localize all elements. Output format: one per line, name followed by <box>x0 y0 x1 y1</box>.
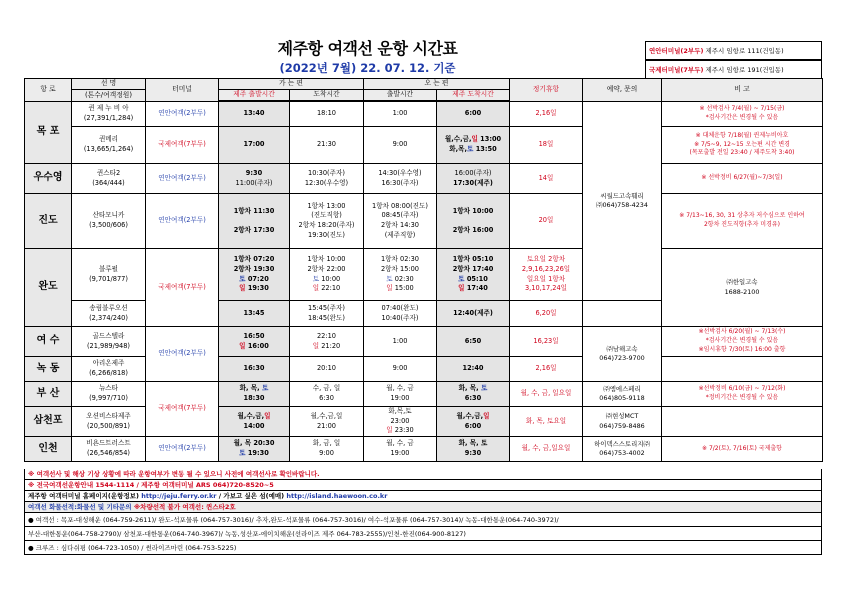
time: (제주직항) <box>384 230 416 239</box>
note-line: (목포출발 전일 23:40 / 제주도착 3:40) <box>689 149 795 157</box>
time: 16:00(주자) <box>454 168 492 177</box>
ship-label: 퀸스타2 <box>96 168 121 177</box>
time: 9:30 <box>245 168 263 177</box>
booking-contact <box>583 407 662 437</box>
header-row <box>25 79 823 90</box>
time: 월, 목 20:30 <box>233 439 275 448</box>
time: 1항차 02:30 <box>380 255 420 264</box>
port-name: 여 수 <box>25 327 72 357</box>
col-terminal: 터미널 <box>146 79 219 102</box>
footer-phone: ※ 전국여객선운항안내 1544-1114 / 제주항 여객터미널 ARS 064)720-8520~5 <box>24 480 822 491</box>
port-name: 진도 <box>25 194 72 249</box>
dep-time: 9:00 <box>364 127 437 164</box>
booking-tel: ㈜064)758-4234 <box>596 201 648 209</box>
time: 12:30(우수영) <box>304 178 349 187</box>
col-inbound-arr: 제주 도착시간 <box>437 90 510 101</box>
legend-text: 제주시 임항로 111(건입동) <box>703 47 784 55</box>
ship-name <box>72 102 146 127</box>
ship-name <box>72 327 146 357</box>
port-name: 부 산 <box>25 382 72 407</box>
time: 19:30(진도) <box>308 230 345 239</box>
note <box>662 382 823 407</box>
arr-time <box>290 164 364 194</box>
terminal: 국제여객(7부두) <box>146 249 219 327</box>
arr-time <box>437 194 510 249</box>
arr-time <box>290 407 364 437</box>
days-saturday: 토 <box>480 384 488 393</box>
dep-time <box>364 382 437 407</box>
days: 월, 수, 금 <box>386 439 414 448</box>
table-row <box>25 102 823 127</box>
time: 21:00 <box>316 421 336 430</box>
closed-days: 16,23일 <box>510 327 583 357</box>
booking-tel: 064)723-9700 <box>599 354 645 362</box>
time: 2항차 16:00 <box>452 225 494 234</box>
days: 월,수,금, <box>456 411 484 420</box>
arr-time: 12:40 <box>437 357 510 382</box>
arr-time: 21:30 <box>290 127 364 164</box>
ship-name <box>72 382 146 407</box>
ship-name <box>72 194 146 249</box>
arr-time: 12:40(제주) <box>437 301 510 327</box>
days: 수, 금, 일 <box>312 384 341 393</box>
arr-time <box>437 382 510 407</box>
note-line: ※ 7/5~9, 12~15 오는편 시간 변경 <box>694 140 790 148</box>
days-sunday: 일 <box>471 135 478 144</box>
page-subtitle: (2022년 7월) 22. 07. 12. 기준 <box>279 61 456 75</box>
time: 2항차 18:20(주자) <box>298 221 355 229</box>
time: 1항차 05:10 <box>452 255 494 264</box>
closed-days: 14일 <box>510 164 583 194</box>
arr-time <box>290 249 364 301</box>
ship-capacity: (364/444) <box>92 178 125 187</box>
arr-time <box>290 437 364 462</box>
note-line: ※선박검사 6/20(월) ~ 7/13(수) <box>698 328 786 336</box>
booking-contact <box>662 249 823 327</box>
island-site-link[interactable]: http://island.haewoon.co.kr <box>286 492 388 500</box>
time: 1항차 08:00(진도) <box>372 201 428 210</box>
note-line: 2항차 진도직항(추자 미경유) <box>703 221 781 228</box>
ship-capacity: (21,989/948) <box>86 341 131 350</box>
note: ※ 7/2(토), 7/16(토) 국제출항 <box>662 437 823 462</box>
dep-time <box>219 327 290 357</box>
time: 2항차 17:30 <box>233 225 275 234</box>
closed-days: 월, 수, 금,일요일 <box>510 437 583 462</box>
booking-name: ㈜남해고속 <box>606 344 638 353</box>
note-line: *검사기간은 변경될 수 있음 <box>705 114 779 121</box>
ship-capacity: (27,391/1,284) <box>83 114 134 122</box>
days-saturday: 토 <box>261 384 269 393</box>
footer-agents-2: 부산-대한통운(064-758-2790)/ 삼천포-대한통운(064-740-3967)/ 녹동,성산포-에이치해운(선라이즈 제주 064-783-2555)/인천-한진(064-900-8127) <box>24 527 822 541</box>
dep-time <box>364 164 437 194</box>
note-line: *검사기간은 변경될 수 있음 <box>705 337 779 345</box>
col-outbound-arr: 도착시간 <box>290 90 364 101</box>
days: 화, 목, <box>239 384 262 393</box>
days-saturday: 토 <box>467 145 474 153</box>
ship-name <box>72 249 146 301</box>
closed-days: 6,20일 <box>510 301 583 327</box>
ship-name <box>72 407 146 437</box>
dep-time <box>219 249 290 301</box>
dep-time <box>219 164 290 194</box>
time: 21:20 <box>319 341 341 350</box>
arr-time <box>437 127 510 164</box>
arr-time: 6:00 <box>437 102 510 127</box>
time: 6:00 <box>464 421 482 430</box>
days-sunday: 일 <box>312 284 320 293</box>
note-line: ※선박정비 6/10(금) ~ 7/12(화) <box>698 385 786 393</box>
days-sunday: 일 <box>264 411 271 420</box>
terminal: 연안여객(2부두) <box>146 194 219 249</box>
booking-contact <box>583 327 662 382</box>
ship-label: 퀸 제 누 비 아 <box>88 104 129 113</box>
time: 16:00 <box>245 341 269 350</box>
ship-capacity: (2,374/240) <box>89 313 128 322</box>
days-saturday: 토 <box>458 274 465 283</box>
note-line: ※ 대체운항 7/18(월) 퀸제누비아호 <box>695 131 789 139</box>
footer-text: 제주항 여객터미널 홈페이지(운항정보) <box>28 492 142 500</box>
booking-name: ㈜한일고속 <box>726 278 758 287</box>
dep-time <box>364 407 437 437</box>
dep-time <box>219 194 290 249</box>
time: 18:30 <box>243 394 265 402</box>
booking-contact <box>583 437 662 462</box>
dep-time <box>364 301 437 327</box>
days-sunday: 일 <box>239 341 246 350</box>
note-line: ※ 선박검사 7/4(월) ~ 7/15(금) <box>699 105 785 113</box>
days-sunday: 일 <box>386 284 393 293</box>
time: 2항차 19:30 <box>233 264 275 273</box>
ship-capacity: (3,500/606) <box>89 221 128 229</box>
days-sunday: 일 <box>483 411 490 420</box>
dep-time: 17:00 <box>219 127 290 164</box>
terminal: 연안여객(2부두) <box>146 437 219 462</box>
ship-capacity: (6,266/818) <box>89 369 128 377</box>
days: 월,수,금,일 <box>310 411 343 420</box>
ship-name <box>72 437 146 462</box>
closed-days: 18일 <box>510 127 583 164</box>
port-name: 녹 동 <box>25 357 72 382</box>
time: 9:30 <box>464 449 482 457</box>
time: 07:20 <box>245 274 269 283</box>
ship-capacity: (20,500/891) <box>86 421 131 430</box>
days: 월,수,금, <box>444 135 472 144</box>
dep-time <box>219 407 290 437</box>
arr-time <box>437 249 510 301</box>
days: 월, 수, 금 <box>386 384 414 393</box>
note <box>662 327 823 357</box>
note-line: *정비기간은 변경될 수 있음 <box>705 394 779 401</box>
booking-tel: 064)753-4002 <box>599 449 645 457</box>
footer-cruise: ● 크루즈 : 심다쉬핑 (064-723-1050) / 썬라이즈마린 (064-753-5225) <box>24 541 822 555</box>
time: 02:30 <box>392 274 414 283</box>
ship-label: 송림블루오션 <box>89 303 128 312</box>
closed-line: 토요일 2항차 <box>526 255 566 264</box>
time: 19:30 <box>245 449 269 457</box>
time: 1항차 10:00 <box>307 255 346 264</box>
arr-time <box>437 164 510 194</box>
note <box>662 194 823 249</box>
ship-capacity: (9,997/710) <box>89 394 128 402</box>
arr-time <box>437 437 510 462</box>
time: 14:30(우수영) <box>378 168 422 177</box>
arr-time <box>290 301 364 327</box>
note <box>662 407 823 437</box>
booking-name: ㈜엠에스페리 <box>603 384 641 393</box>
days-sunday: 일 <box>239 284 246 293</box>
footer-warning: ※ 여객선사 및 해상 기상 상황에 따라 운항여부가 변동 될 수 있으니 사전에 여객선사로 확인바랍니다. <box>24 469 822 480</box>
col-outbound: 가 는 편 <box>219 79 364 90</box>
table-row <box>25 249 823 301</box>
ship-label: 블루펄 <box>98 264 119 273</box>
note <box>662 127 823 164</box>
terminal: 연안여객(2부두) <box>146 164 219 194</box>
dep-time: 9:00 <box>364 357 437 382</box>
booking-tel: 064)805-9118 <box>599 394 645 402</box>
arr-time <box>290 327 364 357</box>
days-sunday: 일 <box>458 284 465 293</box>
legend-key: 국제터미널(7부두) <box>649 66 704 74</box>
time: 19:00 <box>390 394 410 402</box>
col-note: 비 고 <box>662 79 823 102</box>
days-sunday: 일 <box>386 426 393 435</box>
closed-line: 3,10,17,24일 <box>524 284 568 293</box>
booking-name: ㈜현성MCT <box>605 412 639 421</box>
time: 19:00 <box>390 449 410 457</box>
terminal: 국제여객(7부두) <box>146 382 219 437</box>
ship-capacity: (13,665/1,264) <box>83 145 134 153</box>
terminal: 연안여객(2부두) <box>146 327 219 382</box>
closed-days: 월, 수, 금, 일요일 <box>510 382 583 407</box>
time: 6:30 <box>319 394 334 402</box>
col-closed: 정기휴항 <box>510 79 583 102</box>
col-outbound-dep: 제주 출발시간 <box>219 90 290 101</box>
days: 화,목,토 <box>388 407 412 416</box>
time: 10:00 <box>319 274 341 283</box>
ship-name <box>72 357 146 382</box>
time: 16:30(주자) <box>381 178 419 187</box>
footer-web <box>24 491 822 502</box>
time: 18:45(완도) <box>308 313 345 322</box>
legend-key: 연안터미널(2부두) <box>649 47 704 55</box>
dep-time <box>364 194 437 249</box>
note <box>583 301 662 327</box>
booking-name: 하이덱스스토리지㈜ <box>594 439 650 448</box>
note <box>662 357 823 382</box>
arr-time: 6:50 <box>437 327 510 357</box>
closed-days: 2,16일 <box>510 102 583 127</box>
time: 10:40(주자) <box>381 313 419 322</box>
col-booking: 예약, 문의 <box>583 79 662 102</box>
arr-time <box>290 194 364 249</box>
port-name: 목 포 <box>25 102 72 164</box>
time: 08:45(주자) <box>381 211 419 220</box>
schedule-table <box>24 78 823 462</box>
time: 23:00 <box>390 416 410 425</box>
legend-text: 제주시 임항로 191(건입동) <box>703 66 784 74</box>
col-inbound-dep: 출발시간 <box>364 90 437 101</box>
closed-days: 2,16일 <box>510 357 583 382</box>
time: 07:40(완도) <box>381 303 419 312</box>
time: 19:30 <box>245 284 269 293</box>
table-row <box>25 357 823 382</box>
footer-text: 여객선 화물선적:화물선 및 기타문의 <box>28 503 134 511</box>
dep-time: 1:00 <box>364 102 437 127</box>
footer-cargo <box>24 502 822 513</box>
days: 월,수,금, <box>237 411 265 420</box>
time: 14:00 <box>243 421 265 430</box>
footer-text: ※차량선적 불가 여객선: 퀸스타2호 <box>133 503 236 511</box>
dep-time <box>364 249 437 301</box>
time: 22:10 <box>316 331 336 340</box>
note <box>662 102 823 127</box>
time: 13:00 <box>477 135 502 144</box>
ship-name <box>72 164 146 194</box>
time: 2항차 17:40 <box>452 264 494 273</box>
port-name: 삼천포 <box>25 407 72 437</box>
time: 2항차 15:00 <box>380 264 420 273</box>
time: 10:30(주자) <box>308 168 345 177</box>
days: 화, 목, 토 <box>458 439 488 448</box>
days-saturday: 토 <box>312 274 320 283</box>
dep-time: 13:45 <box>219 301 290 327</box>
table-row <box>25 127 823 164</box>
ferry-site-link[interactable]: http://jeju.ferry.or.kr <box>141 492 217 500</box>
time: 13:50 <box>473 145 497 153</box>
time: 22:10 <box>319 284 341 293</box>
closed-days: 20일 <box>510 194 583 249</box>
time: 1항차 11:30 <box>233 206 275 215</box>
closed-days <box>510 249 583 301</box>
arr-time: 18:10 <box>290 102 364 127</box>
dep-time <box>364 437 437 462</box>
time: 11:00(주자) <box>235 178 273 187</box>
days-saturday: 토 <box>239 274 246 283</box>
booking-name: 씨월드고속훼리 <box>600 191 644 200</box>
ship-label: 산타모니카 <box>92 211 125 220</box>
time: 16:50 <box>243 331 265 340</box>
days-saturday: 토 <box>239 449 246 457</box>
terminal-legend-international <box>645 60 822 79</box>
ship-label: 오션비스타제주 <box>86 411 131 420</box>
closed-days: 화, 목, 토요일 <box>510 407 583 437</box>
ship-label: 뉴스타 <box>98 384 119 393</box>
days: 화, 목, <box>458 384 481 393</box>
dep-time <box>219 382 290 407</box>
table-row <box>25 194 823 249</box>
time: 6:30 <box>464 394 482 402</box>
dep-time: 16:30 <box>219 357 290 382</box>
page-title: 제주항 여객선 운항 시간표 <box>277 39 458 58</box>
time: 05:10 <box>464 274 488 283</box>
col-inbound: 오 는 편 <box>364 79 510 90</box>
booking-tel: 064)759-8486 <box>599 421 645 430</box>
days-saturday: 토 <box>386 274 393 283</box>
days: 화,목, <box>449 145 468 153</box>
terminal: 국제여객(7부두) <box>146 127 219 164</box>
time: (진도직항) <box>311 211 342 220</box>
time: 1항차 10:00 <box>452 206 494 215</box>
note-line: ※임시휴항 7/30(토) 16:00 출항 <box>698 345 786 353</box>
closed-line: 일요일 1항차 <box>526 274 566 283</box>
terminal: 연안여객(2부두) <box>146 102 219 127</box>
booking-tel: 1688-2100 <box>724 287 760 296</box>
arr-time <box>437 407 510 437</box>
col-route-sub: (톤수/여객정원) <box>72 90 146 102</box>
note: ※ 선박정비 6/27(월)~7/3(일) <box>662 164 823 194</box>
dep-time <box>219 437 290 462</box>
table-row <box>25 382 823 407</box>
booking-contact <box>583 382 662 407</box>
footer-text: / 가보고 싶은 섬(예매) <box>216 492 287 500</box>
time: 23:30 <box>392 426 414 435</box>
ship-capacity: (9,701/877) <box>89 274 128 283</box>
time: 15:45(주자) <box>308 303 345 312</box>
time: 17:40 <box>464 284 488 293</box>
ship-label: 아리온제주 <box>92 359 125 368</box>
table-row <box>25 327 823 357</box>
arr-time: 20:10 <box>290 357 364 382</box>
table-row <box>25 164 823 194</box>
table-row <box>25 407 823 437</box>
terminal-legend-coastal <box>645 41 822 60</box>
ship-label: 퀸메리 <box>98 135 119 144</box>
ship-label: 골드스텔라 <box>92 331 125 340</box>
footer-agents-1: ● 여객선 : 목포-대성해운 (064-759-2611)/ 완도-석포물류 (064-757-3016)/ 추자,완도-석포물류 (064-757-3016)/ 여수-석포물류 (064-757-3014)/ 녹동-대한통운(064-740-3972)/ <box>24 513 822 527</box>
arr-time <box>290 382 364 407</box>
time: 2항차 14:30 <box>380 221 420 229</box>
ship-label: 비욘드트러스트 <box>86 439 131 448</box>
port-name: 완도 <box>25 249 72 327</box>
days: 화, 금, 일 <box>312 439 341 448</box>
booking-contact <box>583 102 662 301</box>
note-line: ※ 7/13~16, 30, 31 상추자 저수심으로 인하여 <box>679 212 805 220</box>
dep-time: 1:00 <box>364 327 437 357</box>
time: 1항차 07:20 <box>233 255 275 264</box>
time: 1항차 13:00 <box>307 201 346 210</box>
ship-name <box>72 301 146 327</box>
col-port: 항 로 <box>25 79 72 102</box>
table-row <box>25 437 823 462</box>
ship-name <box>72 127 146 164</box>
port-name: 인천 <box>25 437 72 462</box>
time: 17:30(제주) <box>453 178 493 187</box>
days-sunday: 일 <box>312 341 320 350</box>
time: 15:00 <box>392 284 414 293</box>
time: 9:00 <box>319 449 334 457</box>
col-route: 선 명 <box>72 79 146 90</box>
ship-capacity: (26,546/854) <box>86 449 131 457</box>
dep-time: 13:40 <box>219 102 290 127</box>
time: 2항차 22:00 <box>307 264 346 273</box>
port-name: 우수영 <box>25 164 72 194</box>
closed-line: 2,9,16,23,26일 <box>521 264 571 273</box>
